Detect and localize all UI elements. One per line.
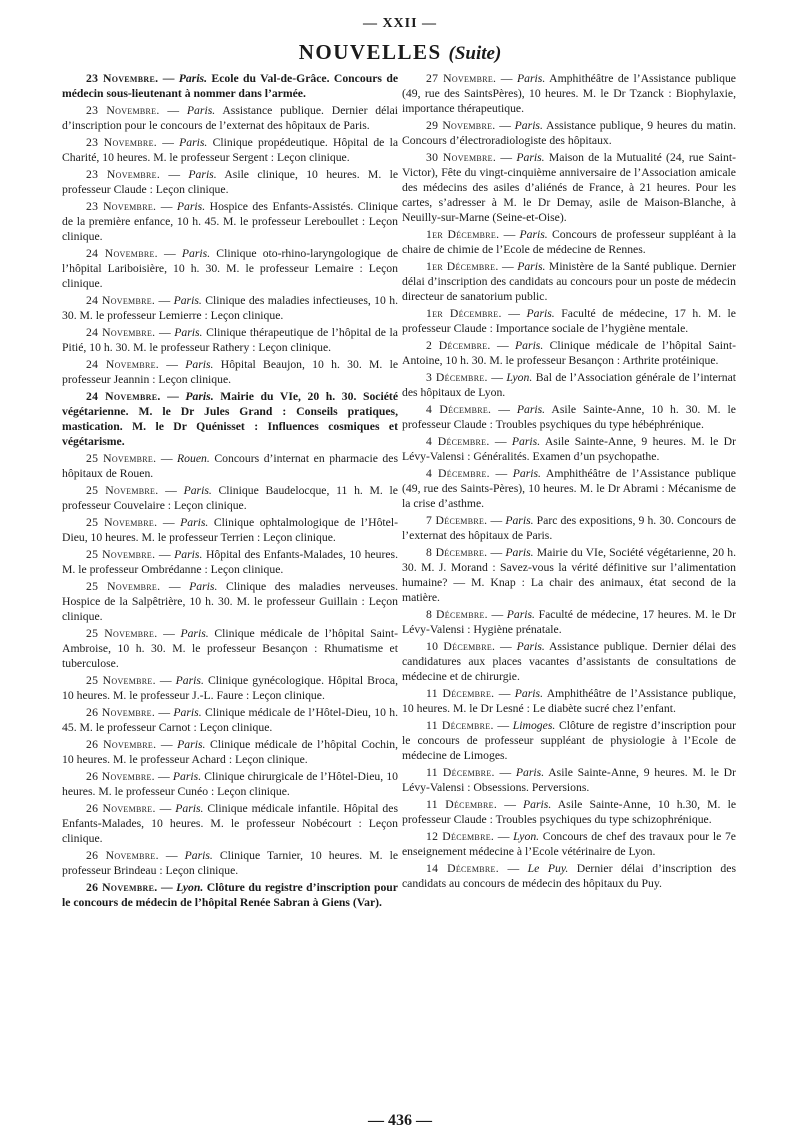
entry-city: Paris.: [505, 546, 534, 559]
news-entry: 8 Décembre. — Paris. Faculté de médecine, 17 heures. M. le Dr Lévy-Valensi : Hygiène prénatale.: [402, 608, 736, 636]
news-entry: 26 Novembre. — Paris. Clinique médicale infantile. Hôpital des Enfants-Malades, 10 heures. M. le professeur Nobécourt : Leçon clinique.: [62, 802, 399, 845]
news-entry: 27 Novembre. — Paris. Amphithéâtre de l’Assistance publique (49, rue des SaintsPères), 10 heures. M. le Dr Tzanck : Biophylaxie, importance thérapeutique.: [402, 72, 736, 115]
entry-text: Clinique oto-rhino-laryngologique de l’hôpital Lariboisière, 10 h. 30. M. le professeur Lemaire : Leçon clinique.: [62, 247, 399, 290]
entry-text: Clinique ophtalmologique de l’Hôtel-Dieu, 10 heures. M. le professeur Terrien : Leçon clinique.: [62, 516, 399, 544]
news-entry: 1er Décembre. — Paris. Faculté de médecine, 17 h. M. le professeur Claude : Importance sociale de l’hygiène mentale.: [402, 307, 736, 335]
news-entry: 25 Novembre. — Paris. Clinique Baudelocque, 11 h. M. le professeur Couvelaire : Leçon clinique.: [62, 484, 398, 512]
entry-date: 24 Novembre.: [86, 247, 158, 260]
entry-text: Clinique gynécologique. Hôpital Broca, 10 heures. M. le professeur J.-L. Faure : Leçon clinique.: [62, 674, 399, 702]
news-entry: 11 Décembre. — Paris. Asile Sainte-Anne, 9 heures. M. le Dr Lévy-Valensi : Obsessions. Perversions.: [402, 766, 736, 794]
roman-page-number: — XXII —: [362, 16, 438, 31]
entry-city: Paris.: [516, 640, 545, 653]
entry-text: Amphithéâtre de l’Assistance publique (49, rue des SaintsPères), 10 heures. M. le Dr Tzanck : Biophylaxie, importance thérapeutique.: [402, 72, 736, 115]
entry-text: Concours de chef des travaux pour le 7e enseignement médecine à l’Ecole vétérinaire de Lyon.: [402, 830, 736, 858]
entry-date: 25 Novembre.: [86, 627, 158, 640]
entry-city: Lyon.: [176, 881, 204, 894]
entry-city: Paris.: [176, 200, 206, 213]
entry-date: 23 Novembre.: [86, 104, 160, 117]
entry-text: Dernier délai d’inscription des candidats au concours de médecin des hôpitaux du Puy.: [402, 862, 737, 890]
news-entry: 26 Novembre. — Paris. Clinique médicale de l’Hôtel-Dieu, 10 h. 45. M. le professeur Carnot : Leçon clinique.: [62, 706, 399, 734]
entry-text: Clôture de registre d’inscription pour le concours de professeur suppléant de physiologie à l’Ecole de médecine de Limoges.: [402, 719, 737, 762]
entry-city: Paris.: [512, 467, 541, 480]
news-entry: 30 Novembre. — Paris. Maison de la Mutualité (24, rue Saint-Victor), Fête du vingt-cinquième anniversaire de l’Association amicale des médecins des asiles d’aliénés de France, à 21 heures. Pour les cartes, s’adresser à M. le Dr Demay, asile de Maison-Blanche, à Neuilly-sur-Marne (Seine-et-Oise).: [402, 151, 736, 224]
entry-date: 26 Novembre.: [86, 849, 159, 862]
entry-city: Paris.: [181, 247, 211, 260]
news-entry: 8 Décembre. — Paris. Mairie du VIe, Société végétarienne, 20 h. 30. M. J. Morand : Savez-vous la vérité définitive sur l’alimentation humaine? — M. Knap : La chair des animaux, état second de la matière.: [402, 546, 737, 604]
entry-date: 11 Décembre.: [426, 719, 494, 732]
news-entry: 23 Novembre. — Paris. Hospice des Enfants-Assistés. Clinique de la première enfance, 10 h. 45. M. le professeur Lereboullet : Leçon clinique.: [62, 200, 399, 243]
entry-city: Limoges.: [512, 719, 556, 732]
news-entry: 11 Décembre. — Paris. Amphithéâtre de l’Assistance publique, 10 heures. M. le Dr Lesné : Le diabète sucré chez l’enfant.: [402, 687, 737, 715]
left-column: [62, 71, 398, 912]
entry-date: 29 Novembre.: [426, 119, 496, 132]
news-entry: 25 Novembre. — Paris. Hôpital des Enfants-Malades, 10 heures. M. le professeur Ombrédanne : Leçon clinique.: [62, 548, 399, 576]
entry-date: 11 Décembre.: [426, 766, 495, 779]
news-entry: 26 Novembre. — Paris. Clinique chirurgicale de l’Hôtel-Dieu, 10 heures. M. le professeur Cunéo : Leçon clinique.: [62, 770, 399, 798]
entry-date: 4 Décembre.: [426, 403, 492, 416]
entry-text: Clinique Baudelocque, 11 h. M. le professeur Couvelaire : Leçon clinique.: [62, 484, 398, 512]
entry-city: Paris.: [517, 72, 546, 85]
news-entry: 12 Décembre. — Lyon. Concours de chef des travaux pour le 7e enseignement médecine à l’Ecole vétérinaire de Lyon.: [402, 830, 736, 858]
entry-text: Hospice des Enfants-Assistés. Clinique de la première enfance, 10 h. 45. M. le professeur Lereboullet : Leçon clinique.: [62, 200, 399, 243]
news-entry: 1er Décembre. — Paris. Concours de professeur suppléant à la chaire de chimie de l’Ecole de médecine de Rennes.: [402, 228, 737, 256]
entry-date: 27 Novembre.: [426, 72, 497, 85]
entry-city: Paris.: [519, 228, 548, 241]
entry-text: Ministère de la Santé publique. Dernier délai d’inscription des candidats au concours pour un poste de médecin directeur de sanatorium public.: [402, 260, 736, 303]
entry-city: Paris.: [515, 339, 544, 352]
entry-date: 23 Novembre.: [86, 72, 159, 85]
entry-text: Hôpital Beaujon, 10 h. 30. M. le professeur Jeannin : Leçon clinique.: [62, 358, 399, 386]
entry-city: Le Puy.: [527, 862, 569, 875]
entry-date: 1er Décembre.: [426, 260, 499, 273]
entry-text: Asile clinique, 10 heures. M. le professeur Claude : Leçon clinique.: [62, 168, 399, 196]
entry-text: Assistance publique, 9 heures du matin. Concours d’électroradiologiste des hôpitaux.: [402, 119, 737, 147]
entry-city: Paris.: [185, 390, 214, 403]
entry-text: Faculté de médecine, 17 heures. M. le Dr Lévy-Valensi : Hygiène prénatale.: [402, 608, 736, 636]
entry-date: 14 Décembre.: [426, 862, 499, 875]
news-entry: 24 Novembre. — Paris. Clinique thérapeutique de l’hôpital de la Pitié, 10 h. 30. M. le professeur Rathery : Leçon clinique.: [62, 326, 398, 354]
entry-city: Paris.: [178, 72, 208, 85]
page-title: [0, 40, 800, 65]
news-entry: 14 Décembre. — Le Puy. Dernier délai d’inscription des candidats au concours de médecin des hôpitaux du Puy.: [402, 862, 737, 890]
entry-city: Paris.: [511, 435, 541, 448]
entry-city: Paris.: [517, 260, 546, 273]
entry-date: 1er Décembre.: [426, 307, 502, 320]
entry-city: Paris.: [516, 403, 546, 416]
entry-date: 25 Novembre.: [86, 452, 157, 465]
entry-city: Paris.: [185, 358, 214, 371]
entry-text: Assistance publique. Dernier délai d’inscription pour le concours de l’externat des hôpitaux de Paris.: [62, 104, 399, 132]
entry-text: Clinique thérapeutique de l’hôpital de la Pitié, 10 h. 30. M. le professeur Rathery : Leçon clinique.: [62, 326, 398, 354]
entry-text: Mairie du VIe, 20 h. 30. Société végétarienne. M. le Dr Jules Grand : Conseils pratiques, mastication. M. le Dr Quénisset : Influences cosmiques et végétarisme.: [62, 390, 399, 448]
entry-text: Clinique médicale infantile. Hôpital des Enfants-Malades, 10 heures. M. le professeur Nobécourt : Leçon clinique.: [62, 802, 399, 845]
entry-date: 25 Novembre.: [86, 548, 156, 561]
entry-text: Clinique des maladies infectieuses, 10 h. 30. M. le professeur Lemierre : Leçon clinique.: [62, 294, 398, 322]
entry-city: Paris.: [174, 326, 203, 339]
entry-text: Amphithéâtre de l’Assistance publique (49, rue des Saints-Pères), 10 heures. M. le Dr Abrami : Mécanisme de la crise d’asthme.: [402, 467, 736, 510]
entry-city: Paris.: [189, 580, 218, 593]
entry-city: Paris.: [180, 627, 209, 640]
entry-text: Clinique médicale de l’hôpital Saint-Antoine, 10 h. 30. M. le professeur Besançon : Arthrite protéinique.: [402, 339, 737, 367]
news-entry: 26 Novembre. — Paris. Clinique Tarnier, 10 heures. M. le professeur Brindeau : Leçon clinique.: [62, 849, 399, 877]
entry-city: Lyon.: [506, 371, 533, 384]
entry-date: 4 Décembre.: [426, 467, 490, 480]
news-entry: 11 Décembre. — Limoges. Clôture de registre d’inscription pour le concours de professeur suppléant de physiologie à l’Ecole de médecine de Limoges.: [402, 719, 737, 762]
entry-text: Clinique propédeutique. Hôpital de la Charité, 10 heures. M. le professeur Sergent : Leçon clinique.: [62, 136, 399, 164]
entry-text: Asile Sainte-Anne, 9 heures. M. le Dr Lévy-Valensi : Généralités. Examen d’un psychopathe.: [402, 435, 736, 463]
entry-date: 26 Novembre.: [86, 738, 157, 751]
entry-text: Clinique Tarnier, 10 heures. M. le professeur Brindeau : Leçon clinique.: [62, 849, 399, 877]
entry-city: Lyon.: [513, 830, 540, 843]
entry-date: 3 Décembre.: [426, 371, 488, 384]
entry-city: Paris.: [175, 674, 204, 687]
entry-date: 24 Novembre.: [86, 358, 160, 371]
entry-text: Clinique chirurgicale de l’Hôtel-Dieu, 10 heures. M. le professeur Cunéo : Leçon clinique.: [62, 770, 399, 798]
entry-text: Clinique des maladies nerveuses. Hospice de la Salpêtrière, 10 h. 30. M. le professeur Guillain : Leçon clinique.: [62, 580, 399, 623]
entry-city: Paris.: [179, 136, 208, 149]
entry-date: 26 Novembre.: [86, 706, 156, 719]
entry-date: 30 Novembre.: [426, 151, 497, 164]
entry-text: Parc des expositions, 9 h. 30. Concours de l’externat des hôpitaux de Paris.: [402, 514, 736, 542]
entry-date: 25 Novembre.: [86, 484, 159, 497]
entry-date: 24 Novembre.: [86, 326, 156, 339]
news-entry: 23 Novembre. — Paris. Ecole du Val-de-Grâce. Concours de médecin sous-lieutenant à nommer dans l’armée.: [62, 72, 399, 100]
entry-date: 24 Novembre.: [86, 294, 156, 307]
news-entry: 25 Novembre. — Rouen. Concours d’internat en pharmacie des hôpitaux de Rouen.: [62, 452, 398, 480]
entry-date: 1er Décembre.: [426, 228, 500, 241]
entry-city: Paris.: [173, 294, 202, 307]
entry-text: Bal de l’Association générale de l’internat des hôpitaux de Lyon.: [402, 371, 737, 399]
entry-date: 23 Novembre.: [86, 200, 157, 213]
entry-date: 12 Décembre.: [426, 830, 495, 843]
entry-city: Paris.: [173, 706, 202, 719]
entry-text: Asile Sainte-Anne, 10 h. 30. M. le professeur Claude : Troubles psychiques du type hébéphrénique.: [402, 403, 736, 431]
entry-date: 26 Novembre.: [86, 802, 156, 815]
entry-city: Paris.: [526, 307, 555, 320]
entry-city: Paris.: [514, 687, 543, 700]
entry-text: Concours de professeur suppléant à la chaire de chimie de l’Ecole de médecine de Rennes.: [402, 228, 737, 256]
entry-city: Paris.: [523, 798, 552, 811]
entry-city: Paris.: [506, 608, 535, 621]
entry-city: Rouen.: [177, 452, 210, 465]
entry-text: Concours d’internat en pharmacie des hôpitaux de Rouen.: [62, 452, 398, 480]
entry-city: Paris.: [186, 104, 216, 117]
entry-text: Clinique médicale de l’hôpital Cochin, 10 heures. M. le professeur Achard : Leçon clinique.: [62, 738, 399, 766]
news-entry: 4 Décembre. — Paris. Asile Sainte-Anne, 10 h. 30. M. le professeur Claude : Troubles psychiques du type hébéphrénique.: [402, 403, 736, 431]
entry-date: 2 Décembre.: [426, 339, 491, 352]
news-entry: 23 Novembre. — Paris. Clinique propédeutique. Hôpital de la Charité, 10 heures. M. le professeur Sergent : Leçon clinique.: [62, 136, 399, 164]
news-entry: 24 Novembre. — Paris. Mairie du VIe, 20 h. 30. Société végétarienne. M. le Dr Jules Grand : Conseils pratiques, mastication. M. le Dr Quénisset : Influences cosmiques et végétarisme.: [62, 390, 399, 448]
entry-date: 26 Novembre.: [86, 770, 155, 783]
entry-text: Amphithéâtre de l’Assistance publique, 10 heures. M. le Dr Lesné : Le diabète sucré chez l’enfant.: [402, 687, 737, 715]
entry-city: Paris.: [505, 514, 534, 527]
entry-city: Paris.: [514, 119, 543, 132]
entry-date: 25 Novembre.: [86, 674, 156, 687]
entry-date: 8 Décembre.: [426, 608, 488, 621]
entry-text: Asile Sainte-Anne, 10 h.30, M. le professeur Claude : Troubles psychiques du type schizophrénique.: [402, 798, 737, 826]
title-suite: (Suite): [448, 43, 502, 64]
entry-date: 7 Décembre.: [426, 514, 488, 527]
entry-text: Clinique médicale de l’Hôtel-Dieu, 10 h. 45. M. le professeur Carnot : Leçon clinique.: [62, 706, 399, 734]
title-text: NOUVELLES: [298, 40, 442, 64]
news-entry: 25 Novembre. — Paris. Clinique médicale de l’hôpital Saint-Ambroise, 10 h. 30. M. le professeur Besançon : Rhumatisme et tuberculose.: [62, 627, 399, 670]
entry-city: Paris.: [183, 484, 212, 497]
entry-date: 11 Décembre.: [426, 798, 498, 811]
entry-text: Maison de la Mutualité (24, rue Saint-Victor), Fête du vingt-cinquième anniversaire de l’Association amicale des médecins des asiles d’aliénés de France, à 21 heures. Pour les cartes, s’adresser à M. le Dr Demay, asile de Maison-Blanche, à Neuilly-sur-Marne (Seine-et-Oise).: [402, 151, 736, 224]
news-entry: 26 Novembre. — Lyon. Clôture du registre d’inscription pour le concours de médecin de l’hôpital Renée Sabran à Giens (Var).: [62, 881, 398, 909]
entry-date: 11 Décembre.: [426, 687, 495, 700]
news-entry: 24 Novembre. — Paris. Clinique des maladies infectieuses, 10 h. 30. M. le professeur Lemierre : Leçon clinique.: [62, 294, 398, 322]
news-entry: 23 Novembre. — Paris. Assistance publique. Dernier délai d’inscription pour le concours de l’externat des hôpitaux de Paris.: [62, 104, 399, 132]
news-entry: 24 Novembre. — Paris. Hôpital Beaujon, 10 h. 30. M. le professeur Jeannin : Leçon clinique.: [62, 358, 399, 386]
news-entry: 1er Décembre. — Paris. Ministère de la Santé publique. Dernier délai d’inscription des candidats au concours pour un poste de médecin directeur de sanatorium public.: [402, 260, 736, 303]
entry-date: 23 Novembre.: [86, 168, 161, 181]
right-column: [402, 71, 736, 893]
entry-city: Paris.: [177, 738, 206, 751]
entry-date: 24 Novembre.: [86, 390, 161, 403]
news-entry: 29 Novembre. — Paris. Assistance publique, 9 heures du matin. Concours d’électroradiologiste des hôpitaux.: [402, 119, 737, 147]
entry-city: Paris.: [174, 548, 203, 561]
news-entry: 11 Décembre. — Paris. Asile Sainte-Anne, 10 h.30, M. le professeur Claude : Troubles psychiques du type schizophrénique.: [402, 798, 737, 826]
news-entry: 3 Décembre. — Lyon. Bal de l’Association générale de l’internat des hôpitaux de Lyon.: [402, 371, 737, 399]
entry-text: Ecole du Val-de-Grâce. Concours de médecin sous-lieutenant à nommer dans l’armée.: [62, 72, 399, 100]
entry-text: Faculté de médecine, 17 h. M. le professeur Claude : Importance sociale de l’hygiène mentale.: [402, 307, 736, 335]
news-entry: 25 Novembre. — Paris. Clinique gynécologique. Hôpital Broca, 10 heures. M. le professeur J.-L. Faure : Leçon clinique.: [62, 674, 399, 702]
entry-city: Paris.: [184, 849, 213, 862]
news-entry: 26 Novembre. — Paris. Clinique médicale de l’hôpital Cochin, 10 heures. M. le professeur Achard : Leçon clinique.: [62, 738, 399, 766]
entry-date: 4 Décembre.: [426, 435, 490, 448]
news-entry: 10 Décembre. — Paris. Assistance publique. Dernier délai des candidatures aux places vacantes d’assistants de consultations de médecine et de chirurgie.: [402, 640, 737, 683]
entry-city: Paris.: [175, 802, 204, 815]
news-entry: 24 Novembre. — Paris. Clinique oto-rhino-laryngologique de l’hôpital Lariboisière, 10 h. 30. M. le professeur Lemaire : Leçon clinique.: [62, 247, 399, 290]
entry-date: 8 Décembre.: [426, 546, 488, 559]
entry-text: Asile Sainte-Anne, 9 heures. M. le Dr Lévy-Valensi : Obsessions. Perversions.: [402, 766, 736, 794]
entry-text: Hôpital des Enfants-Malades, 10 heures. M. le professeur Ombrédanne : Leçon clinique.: [62, 548, 399, 576]
entry-city: Paris.: [515, 766, 545, 779]
entry-date: 26 Novembre.: [86, 881, 158, 894]
page-number: — 436 —: [368, 1112, 432, 1129]
entry-date: 25 Novembre.: [86, 516, 158, 529]
entry-city: Paris.: [172, 770, 202, 783]
entry-city: Paris.: [180, 516, 209, 529]
entry-text: Clôture du registre d’inscription pour le concours de médecin de l’hôpital Renée Sabran à Giens (Var).: [62, 881, 398, 909]
entry-date: 25 Novembre.: [86, 580, 161, 593]
news-entry: 4 Décembre. — Paris. Amphithéâtre de l’Assistance publique (49, rue des Saints-Pères), 10 heures. M. le Dr Abrami : Mécanisme de la crise d’asthme.: [402, 467, 736, 510]
entry-text: Mairie du VIe, Société végétarienne, 20 h. 30. M. J. Morand : Savez-vous la vérité définitive sur l’alimentation humaine? — M. Knap : La chair des animaux, état second de la matière.: [402, 546, 737, 604]
entry-text: Clinique médicale de l’hôpital Saint-Ambroise, 10 h. 30. M. le professeur Besançon : Rhumatisme et tuberculose.: [62, 627, 399, 670]
news-entry: 4 Décembre. — Paris. Asile Sainte-Anne, 9 heures. M. le Dr Lévy-Valensi : Généralités. Examen d’un psychopathe.: [402, 435, 736, 463]
entry-city: Paris.: [516, 151, 545, 164]
news-entry: 25 Novembre. — Paris. Clinique ophtalmologique de l’Hôtel-Dieu, 10 heures. M. le professeur Terrien : Leçon clinique.: [62, 516, 399, 544]
entry-text: Assistance publique. Dernier délai des candidatures aux places vacantes d’assistants de consultations de médecine et de chirurgie.: [402, 640, 737, 683]
news-entry: 7 Décembre. — Paris. Parc des expositions, 9 h. 30. Concours de l’externat des hôpitaux de Paris.: [402, 514, 736, 542]
entry-date: 23 Novembre.: [86, 136, 157, 149]
news-entry: 23 Novembre. — Paris. Asile clinique, 10 heures. M. le professeur Claude : Leçon clinique.: [62, 168, 399, 196]
entry-date: 10 Décembre.: [426, 640, 496, 653]
news-entry: 2 Décembre. — Paris. Clinique médicale de l’hôpital Saint-Antoine, 10 h. 30. M. le professeur Besançon : Arthrite protéinique.: [402, 339, 737, 367]
news-entry: 25 Novembre. — Paris. Clinique des maladies nerveuses. Hospice de la Salpêtrière, 10 h. 30. M. le professeur Guillain : Leçon clinique.: [62, 580, 399, 623]
entry-city: Paris.: [188, 168, 217, 181]
